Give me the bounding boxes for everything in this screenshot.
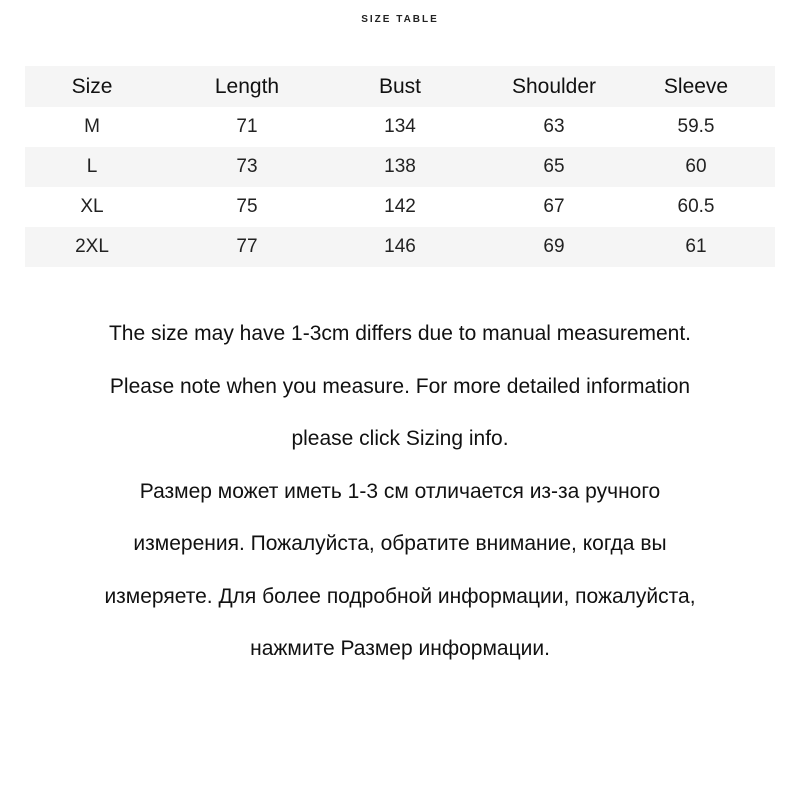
note-line: измерения. Пожалуйста, обратите внимание, когда вы — [133, 532, 667, 555]
table-row — [25, 227, 775, 267]
table-cell: XL — [80, 196, 104, 217]
table-cell: 146 — [384, 236, 416, 257]
table-cell: 2XL — [75, 236, 109, 257]
table-header — [25, 66, 775, 107]
table-row — [25, 107, 775, 147]
note-line: Размер может иметь 1-3 см отличается из-за ручного — [139, 479, 661, 503]
table-cell: 65 — [543, 156, 565, 177]
table-row — [25, 187, 775, 227]
table-cell: 75 — [236, 196, 258, 217]
table-cell: 77 — [236, 236, 258, 257]
note-line: Please note when you measure. For more detailed information — [109, 374, 691, 398]
table-cell: 71 — [236, 116, 258, 137]
note-line: The size may have 1-3cm differs due to manual measurement. — [108, 322, 692, 345]
header-cell: Shoulder — [511, 74, 597, 98]
table-cell: 69 — [543, 236, 565, 257]
table-cell: 134 — [384, 116, 416, 137]
table-cell: 142 — [384, 196, 416, 217]
table-cell: L — [86, 156, 98, 177]
note-line: please click Sizing info. — [291, 427, 509, 450]
header-cell: Size — [71, 74, 113, 98]
table-cell: 73 — [236, 156, 258, 177]
table-cell: M — [84, 116, 100, 137]
table-cell: 138 — [384, 156, 416, 177]
table-cell: 59.5 — [677, 116, 715, 137]
table-cell: 60 — [685, 156, 707, 177]
note-line: нажмите Размер информации. — [250, 637, 550, 660]
table-cell: 60.5 — [677, 196, 715, 217]
header-cell: Bust — [378, 74, 422, 98]
header-cell: Length — [214, 74, 280, 98]
note-line: измеряете. Для более подробной информации, пожалуйста, — [104, 584, 696, 608]
table-cell: 61 — [685, 236, 707, 257]
size-table — [25, 66, 775, 267]
size-notes — [0, 308, 800, 676]
header-cell: Sleeve — [663, 74, 729, 98]
table-cell: 67 — [543, 196, 565, 217]
size-table-title: SIZE TABLE — [361, 14, 439, 25]
table-row — [25, 147, 775, 187]
table-cell: 63 — [543, 116, 565, 137]
